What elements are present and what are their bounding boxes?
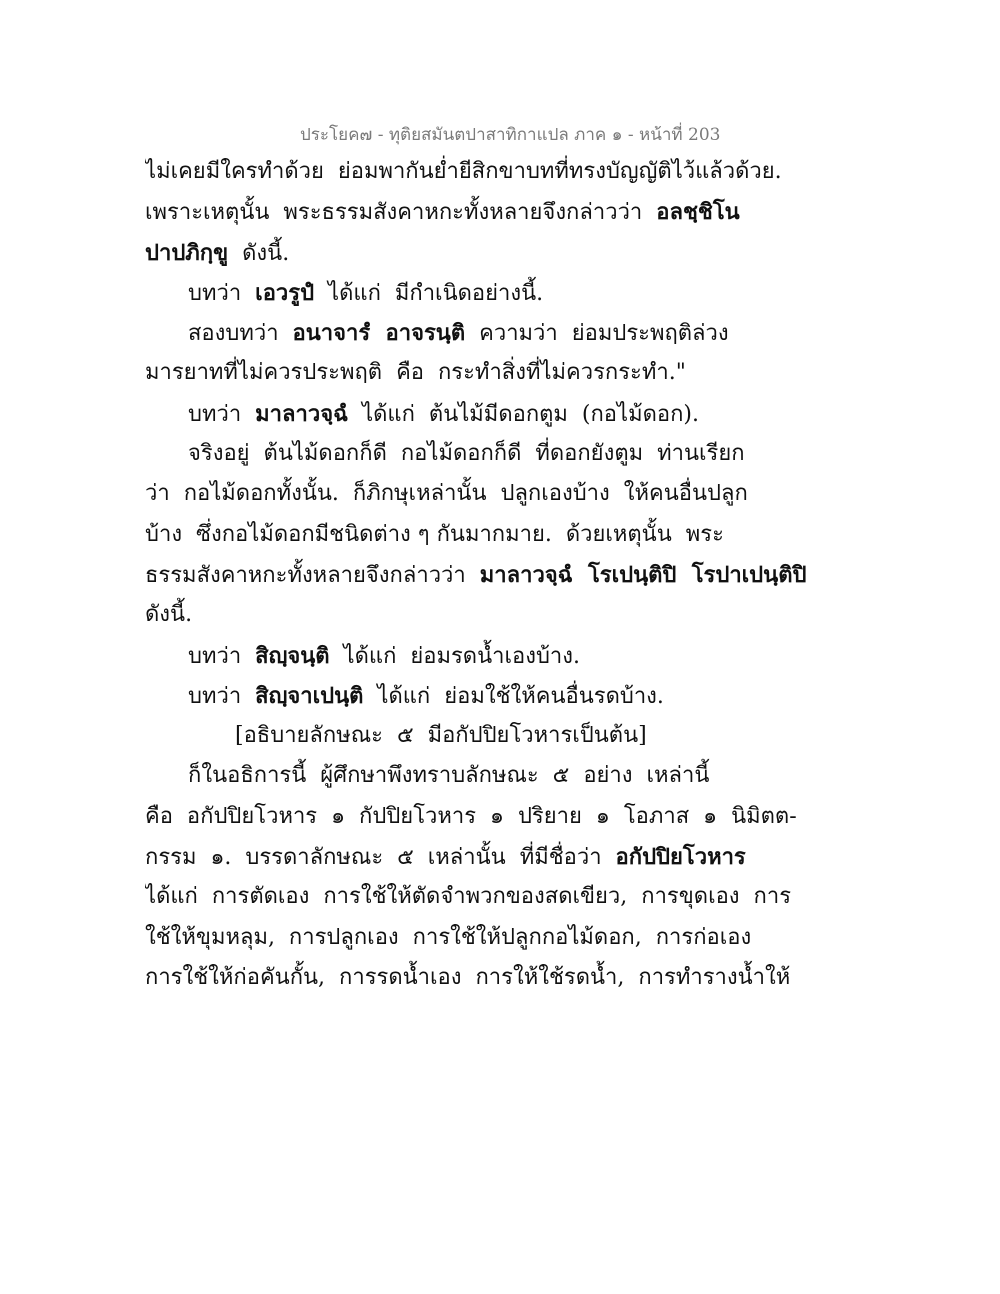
text-line xyxy=(145,877,845,917)
text-segment: ได้แก่ ต้นไม้มีดอกตูม (กอไม้ดอก). xyxy=(348,401,699,427)
text-segment: ดังนี้. xyxy=(228,240,290,266)
text-segment: บทว่า xyxy=(188,683,256,709)
text-line xyxy=(145,233,845,273)
text-segment: กรรม ๑. บรรดาลักษณะ ๕ เหล่านั้น ที่มีชื่อว่า xyxy=(145,845,616,871)
section-heading xyxy=(145,716,845,756)
text-segment: คือ อกัปปิยโวหาร ๑ กัปปิยโวหาร ๑ ปริยาย ๑ โอภาส ๑ นิมิตต- xyxy=(145,803,797,829)
text-segment: บทว่า xyxy=(188,401,256,427)
text-segment: ก็ในอธิการนี้ ผู้ศึกษาพึงทราบลักษณะ ๕ อย่าง เหล่านี้ xyxy=(188,763,710,789)
text-segment: มารยาทที่ไม่ควรประพฤติ คือ กระทำสิ่งที่ไม่ควรกระทำ." xyxy=(145,360,686,386)
text-line xyxy=(145,353,845,393)
pali-term: ปาปภิกฺขู xyxy=(145,239,229,266)
text-segment: ได้แก่ การตัดเอง การใช้ให้ตัดจำพวกของสดเขียว, การขุดเอง การ xyxy=(145,884,792,910)
text-line xyxy=(145,918,845,958)
text-line xyxy=(145,555,845,595)
page-header: ประโยค๗ - ทุติยสมันตปาสาทิกาแปล ภาค ๑ - หน้าที่ 203 xyxy=(300,125,720,145)
text-segment: ความว่า ย่อมประพฤติล่วง xyxy=(465,321,729,347)
text-segment: ได้แก่ มีกำเนิดอย่างนี้. xyxy=(314,280,544,306)
text-line xyxy=(145,434,845,474)
text-segment: ธรรมสังคาหกะทั้งหลายจึงกล่าวว่า xyxy=(145,562,480,588)
pali-term: สิญฺจาเปนฺติ xyxy=(255,682,364,709)
text-segment: สองบทว่า xyxy=(188,321,293,347)
text-segment: บทว่า xyxy=(188,643,256,669)
pali-term: เอวรูปํ xyxy=(255,279,315,306)
text-line xyxy=(145,273,845,313)
text-segment: ดังนี้. xyxy=(145,602,193,628)
text-line xyxy=(145,676,845,716)
text-line xyxy=(145,636,845,676)
text-line xyxy=(145,837,845,877)
pali-term: มาลาวจฺฉํ xyxy=(255,400,349,427)
text-line xyxy=(145,958,845,998)
text-segment: ได้แก่ ย่อมรดน้ำเองบ้าง. xyxy=(329,643,581,669)
text-segment: ได้แก่ ย่อมใช้ให้คนอื่นรดบ้าง. xyxy=(363,683,664,709)
text-segment: การใช้ให้ก่อคันกั้น, การรดน้ำเอง การให้ใช้รดน้ำ, การทำรางน้ำให้ xyxy=(145,964,791,990)
pali-term: อนาจารํ อาจรนฺติ xyxy=(292,320,466,347)
text-line xyxy=(145,152,845,192)
text-line xyxy=(145,797,845,837)
text-line xyxy=(145,474,845,514)
pali-term: อกัปปิยโวหาร xyxy=(615,844,746,871)
text-line xyxy=(145,394,845,434)
text-segment: บ้าง ซึ่งกอไม้ดอกมีชนิดต่าง ๆ กันมากมาย. ด้วยเหตุนั้น พระ xyxy=(145,521,724,547)
text-line xyxy=(145,313,845,353)
text-line xyxy=(145,515,845,555)
pali-term: อลชฺชิโน xyxy=(656,199,740,226)
text-line xyxy=(145,192,845,232)
text-segment: บทว่า xyxy=(188,280,256,306)
pali-term: มาลาวจฺฉํ โรเปนฺติปิ โรปาเปนฺติปิ xyxy=(479,561,807,588)
body-text xyxy=(145,152,845,998)
text-line xyxy=(145,595,845,635)
text-line xyxy=(145,756,845,796)
text-segment: ใช้ให้ขุมหลุม, การปลูกเอง การใช้ให้ปลูกกอไม้ดอก, การก่อเอง xyxy=(145,924,752,950)
text-segment: จริงอยู่ ต้นไม้ดอกก็ดี กอไม้ดอกก็ดี ที่ดอกยังตูม ท่านเรียก xyxy=(188,441,745,467)
text-segment: เพราะเหตุนั้น พระธรรมสังคาหกะทั้งหลายจึงกล่าวว่า xyxy=(145,200,657,226)
pali-term: สิญฺจนฺติ xyxy=(255,642,330,669)
section-heading-text: [อธิบายลักษณะ ๕ มีอกัปปิยโวหารเป็นต้น] xyxy=(235,723,647,749)
text-segment: ว่า กอไม้ดอกทั้งนั้น. ก็ภิกษุเหล่านั้น ปลูกเองบ้าง ให้คนอื่นปลูก xyxy=(145,481,748,507)
text-segment: ไม่เคยมีใครทำด้วย ย่อมพากันย่ำยีสิกขาบทที่ทรงบัญญัติไว้แล้วด้วย. xyxy=(145,159,782,184)
